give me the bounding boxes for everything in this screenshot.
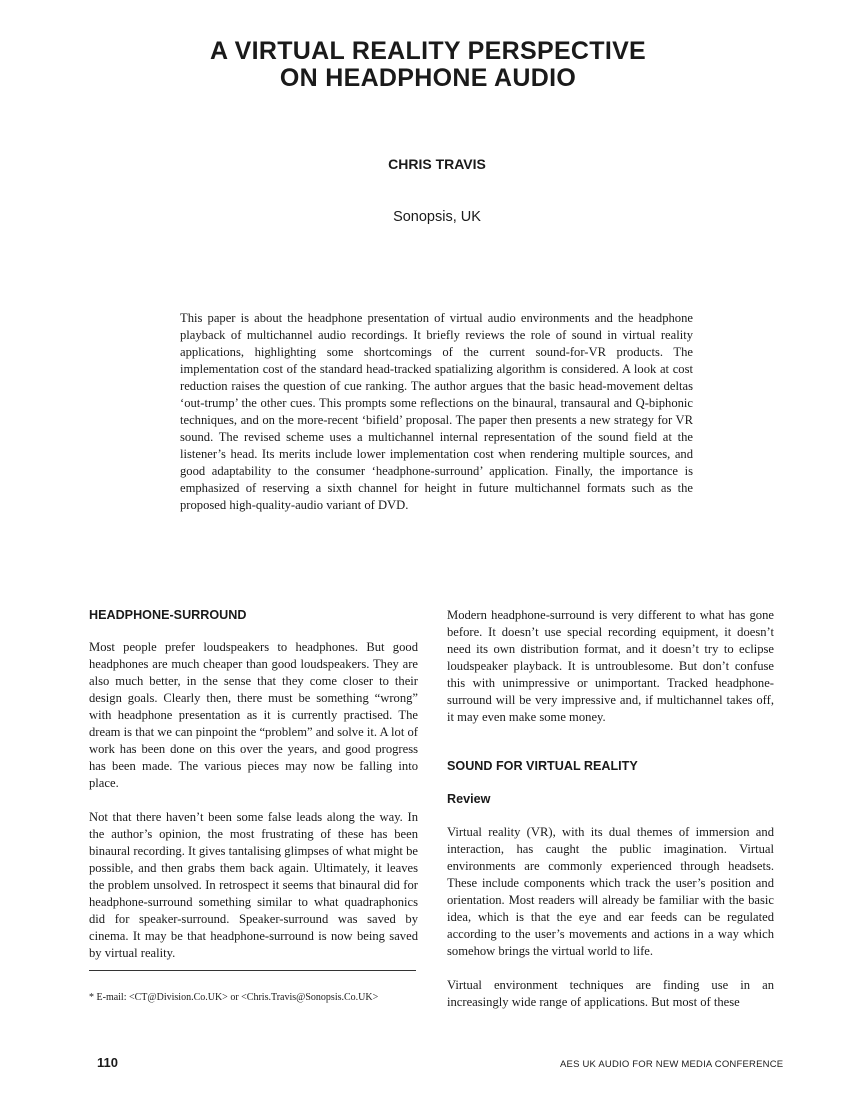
author-name: CHRIS TRAVIS [388,156,486,172]
author-affiliation: Sonopsis, UK [393,209,481,225]
title-line-1: A VIRTUAL REALITY PERSPECTIVE [209,37,647,65]
paragraph: Not that there haven’t been some false leads along the way. In the author’s opinion, the most frustrating of these has been binaural recording. It gives tantalising glimpses of what might be possible, and then grabs them back again. Ultimately, it leaves the problem unsolved. In retrospect it seems that binaural did for headphone-surround something similar to what quadraphonics did for speaker-surround. Speaker-surround was saved by cinema. It may be that headphone-surround is now being saved by virtual reality. [89,810,418,960]
right-column [447,607,774,1011]
section-heading-sound-for-vr: SOUND FOR VIRTUAL REALITY [447,759,638,773]
paragraph: Most people prefer loudspeakers to headphones. But good headphones are much cheaper than good loudspeakers. They are also much better, in the sense that they come closer to their design goals. Clearly then, there must be something “wrong” with headphone presentation as it is currently practised. The dream is that we can pinpoint the “problem” and solve it. A lot of work has been done on this over the years, and good progress has been made. The various pieces may now be falling into place. [89,640,418,790]
title-line-2: ON HEADPHONE AUDIO [279,64,577,92]
section-heading-headphone-surround: HEADPHONE-SURROUND [89,608,247,622]
page-number: 110 [97,1055,118,1070]
running-footer: AES UK AUDIO FOR NEW MEDIA CONFERENCE [560,1059,784,1070]
left-column [89,607,418,962]
paper-title [0,38,856,92]
paragraph: Virtual environment techniques are finding use in an increasingly wide range of applications. But most of these [447,978,774,1009]
paragraph: Virtual reality (VR), with its dual themes of immersion and interaction, has caught the public imagination. Virtual environments are commonly experienced through headsets. These include components which track the user’s position and orientation. Most readers will already be familiar with the basic idea, which is that the eye and ear feeds can be regulated according to the user’s movements and actions in a way which somehow brings the virtual world to life. [447,825,774,958]
paragraph: Modern headphone-surround is very different to what has gone before. It doesn’t use special recording equipment, it doesn’t need its own distribution format, and it doesn’t try to eclipse loudspeaker playback. It is untroublesome. But don’t confuse this with unimpressive or unimportant. Tracked headphone-surround will be very impressive and, if multichannel takes off, it may even make some money. [447,608,774,724]
abstract: This paper is about the headphone presentation of virtual audio environments and the headphone playback of multichannel audio recordings. It briefly reviews the role of sound in virtual reality applications, highlighting some shortcomings of the current sound-for-VR products. The implementation cost of the standard head-tracked spatializing algorithm is considered. A look at cost reduction raises the question of cue ranking. The author argues that the basic head-movement deltas ‘out-trump’ the other cues. This prompts some reflections on the binaural, transaural and Q-biphonic techniques, and on the more-recent ‘bifield’ proposal. The paper then presents a new strategy for VR sound. The revised scheme uses a multichannel internal representation of the sound field at the listener’s head. Its merits include lower implementation cost when rendering multiple sources, and good adaptability to the consumer ‘headphone-surround’ application. Finally, the importance is emphasized of reserving a sixth channel for height in future multichannel formats such as the proposed high-quality-audio variant of DVD. [180,311,693,512]
footnote: * E-mail: <CT@Division.Co.UK> or <Chris.Travis@Sonopsis.Co.UK> [89,992,379,1003]
subsection-heading-review: Review [447,792,491,806]
footnote-rule [89,970,416,971]
